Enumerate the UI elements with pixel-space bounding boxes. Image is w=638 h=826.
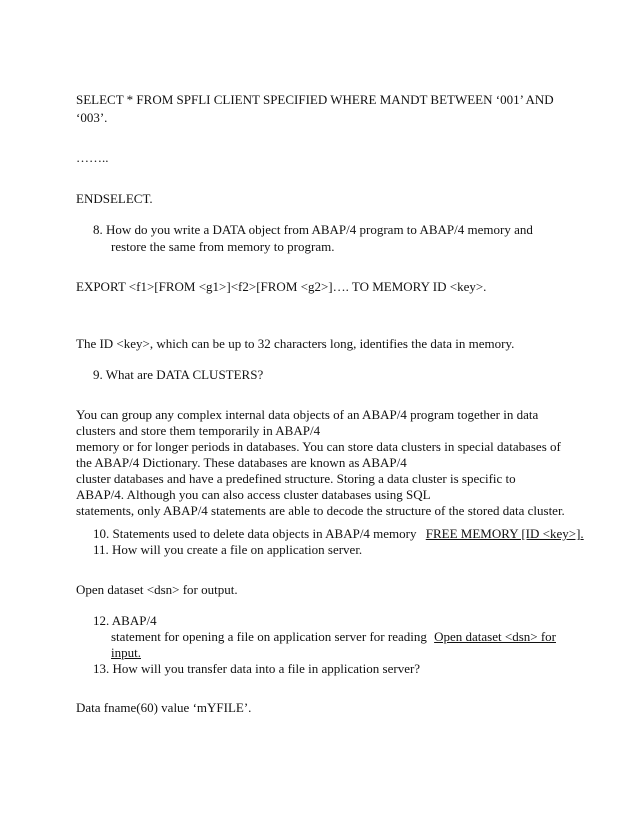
- question-12-text: statement for opening a file on application server for reading: [111, 629, 427, 644]
- question-12-line-2: [111, 629, 556, 644]
- select-statement-line-2: ‘003’.: [76, 110, 108, 125]
- data-fname-statement: Data fname(60) value ‘mYFILE’.: [76, 700, 252, 715]
- question-10: [93, 526, 584, 541]
- clusters-paragraph-line-3: memory or for longer periods in databases. You can store data clusters in special databases of: [76, 439, 561, 454]
- clusters-paragraph-line-1: You can group any complex internal data objects of an ABAP/4 program together in data: [76, 407, 539, 422]
- question-12-line-1: 12. ABAP/4: [93, 613, 157, 628]
- ellipsis-line: ……..: [76, 150, 109, 165]
- question-10-answer: FREE MEMORY [ID <key>].: [425, 526, 584, 541]
- endselect-line: ENDSELECT.: [76, 191, 153, 206]
- clusters-paragraph-line-6: ABAP/4. Although you can also access cluster databases using SQL: [76, 487, 431, 502]
- clusters-paragraph-line-5: cluster databases and have a predefined structure. Storing a data cluster is specific to: [76, 471, 516, 486]
- question-12-answer-part-1: Open dataset <dsn> for: [434, 629, 556, 644]
- clusters-paragraph-line-4: the ABAP/4 Dictionary. These databases are known as ABAP/4: [76, 455, 407, 470]
- question-9: 9. What are DATA CLUSTERS?: [93, 367, 264, 382]
- question-10-text: 10. Statements used to delete data objects in ABAP/4 memory: [93, 526, 417, 541]
- question-8-line-2: restore the same from memory to program.: [111, 239, 335, 254]
- clusters-paragraph-line-2: clusters and store them temporarily in ABAP/4: [76, 423, 321, 438]
- select-statement-line-1: SELECT * FROM SPFLI CLIENT SPECIFIED WHERE MANDT BETWEEN ‘001’ AND: [76, 92, 554, 107]
- open-dataset-output: Open dataset <dsn> for output.: [76, 582, 238, 597]
- question-13: 13. How will you transfer data into a file in application server?: [93, 661, 421, 676]
- question-12-answer-part-2: input.: [111, 645, 141, 660]
- question-8-line-1: 8. How do you write a DATA object from ABAP/4 program to ABAP/4 memory and: [93, 222, 533, 237]
- question-11: 11. How will you create a file on application server.: [93, 542, 363, 557]
- id-key-paragraph: The ID <key>, which can be up to 32 characters long, identifies the data in memory.: [76, 336, 515, 351]
- export-statement: EXPORT <f1>[FROM <g1>]<f2>[FROM <g2>]…. TO MEMORY ID <key>.: [76, 279, 487, 294]
- clusters-paragraph-line-7: statements, only ABAP/4 statements are able to decode the structure of the stored data cluster.: [76, 503, 565, 518]
